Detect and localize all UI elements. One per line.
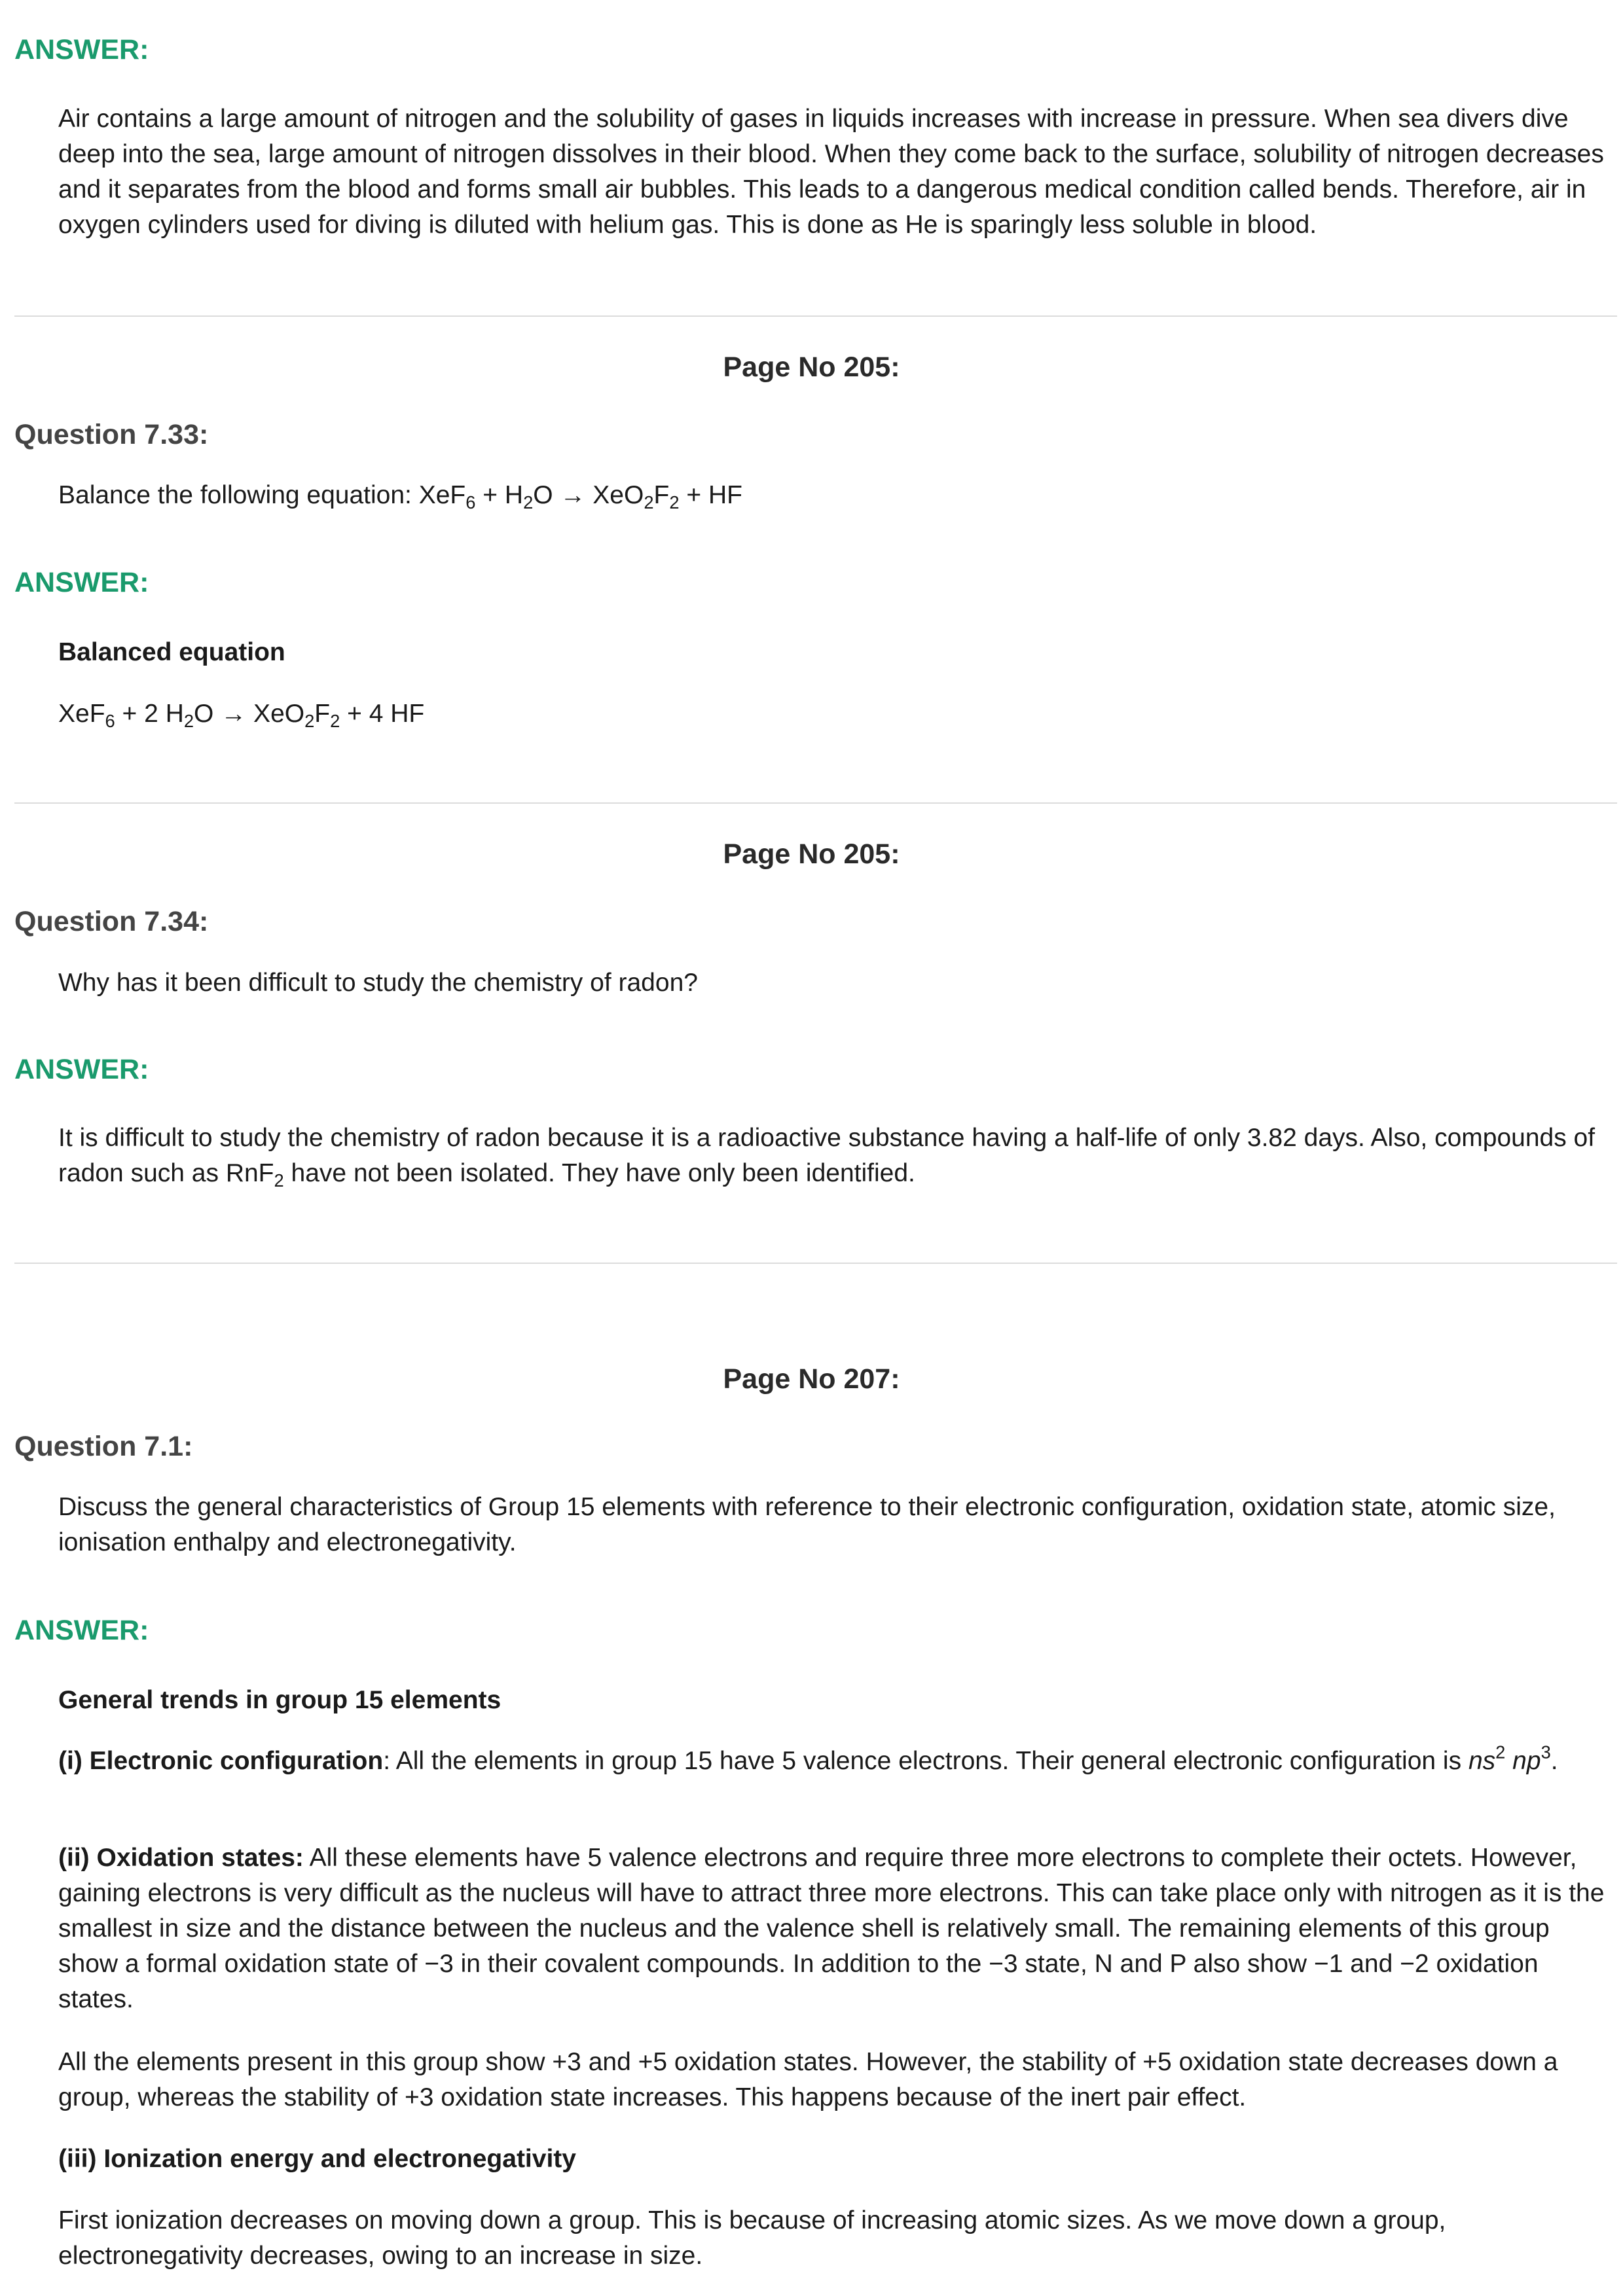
answer-label: ANSWER: xyxy=(14,1054,149,1085)
question-label-7-34: Question 7.34: xyxy=(14,906,209,937)
paragraph-inert-pair: All the elements present in this group show +3 and +5 oxidation states. However, the stability of +5 oxidation state decreases down a group, whereas the stability of +3 oxidation state increases. This happens because of the inert pair effect. xyxy=(58,2048,1558,2111)
answer-text-7-34: It is difficult to study the chemistry of radon because it is a radioactive substance having a half-life of only 3.82 days. Also, compounds of radon such as RnF$_2$ have not been isolated. They have only been identified. xyxy=(58,1124,1596,1191)
answer-label: ANSWER: xyxy=(14,567,149,598)
answer-title-7-1: General trends in group 15 elements xyxy=(58,1686,501,1714)
divider xyxy=(14,1263,1617,1264)
divider xyxy=(14,802,1617,804)
divider xyxy=(14,315,1617,317)
heading-electronic-configuration: (i) Electronic configuration xyxy=(58,1747,384,1775)
balanced-equation: XeF$_6$ + 2 $H_2O \to XeO_2F_2 + 4$ HF xyxy=(58,700,425,732)
question-label-7-33: Question 7.33: xyxy=(14,419,209,450)
answer-label: ANSWER: xyxy=(14,34,149,65)
page-number-heading: Page No 205: xyxy=(723,838,900,870)
heading-ionization-electronegativity: (iii) Ionization energy and electronegativity xyxy=(58,2145,576,2173)
answer-text-7-32: Air contains a large amount of nitrogen and the solubility of gases in liquids increases with increase in pressure. When sea divers dive deep into the sea, large amount of nitrogen dissolves in their blood. When they come back to the surface, solubility of nitrogen decreases and it separates from the blood and forms small air bubbles. This leads to a dangerous medical condition called bends. Therefore, air in oxygen cylinders used for diving is diluted with helium gas. This is done as He is sparingly less soluble in blood. xyxy=(58,105,1604,239)
paragraph-electronic-configuration: (i) Electronic configuration: All the elements in group 15 have 5 valence electrons. Their general electronic configuration is $ns^2$ $np^3$. xyxy=(58,1742,1558,1775)
heading-oxidation-states: (ii) Oxidation states: xyxy=(58,1844,304,1872)
answer-label: ANSWER: xyxy=(14,1615,149,1646)
paragraph-ionization: First ionization decreases on moving down a group. This is because of increasing atomic sizes. As we move down a group, electronegativity decreases, owing to an increase in size. xyxy=(58,2206,1446,2270)
page-number-heading: Page No 205: xyxy=(723,351,900,383)
question-label-7-1: Question 7.1: xyxy=(14,1431,193,1462)
answer-title-7-33: Balanced equation xyxy=(58,638,285,666)
question-text-7-33: Balance the following equation: $XeF_6 + H_2O \to XeO_2F_2$ + HF xyxy=(58,481,742,513)
paragraph-oxidation-states: (ii) Oxidation states: All these elements have 5 valence electrons and require three more electrons to complete their octets. However, gaining electrons is very difficult as the nucleus will have to attract three more electrons. This can take place only with nitrogen as it is the smallest in size and the distance between the nucleus and the valence shell is relatively small. The remaining elements of this group show a formal oxidation state of −3 in their covalent compounds. In addition to the −3 state, N and P also show −1 and −2 oxidation states. xyxy=(58,1844,1605,2013)
page-number-heading: Page No 207: xyxy=(723,1363,900,1395)
question-text-7-1: Discuss the general characteristics of Group 15 elements with reference to their electronic configuration, oxidation state, atomic size, ionisation enthalpy and electronegativity. xyxy=(58,1493,1556,1556)
question-text-7-34: Why has it been difficult to study the chemistry of radon? xyxy=(58,969,698,997)
